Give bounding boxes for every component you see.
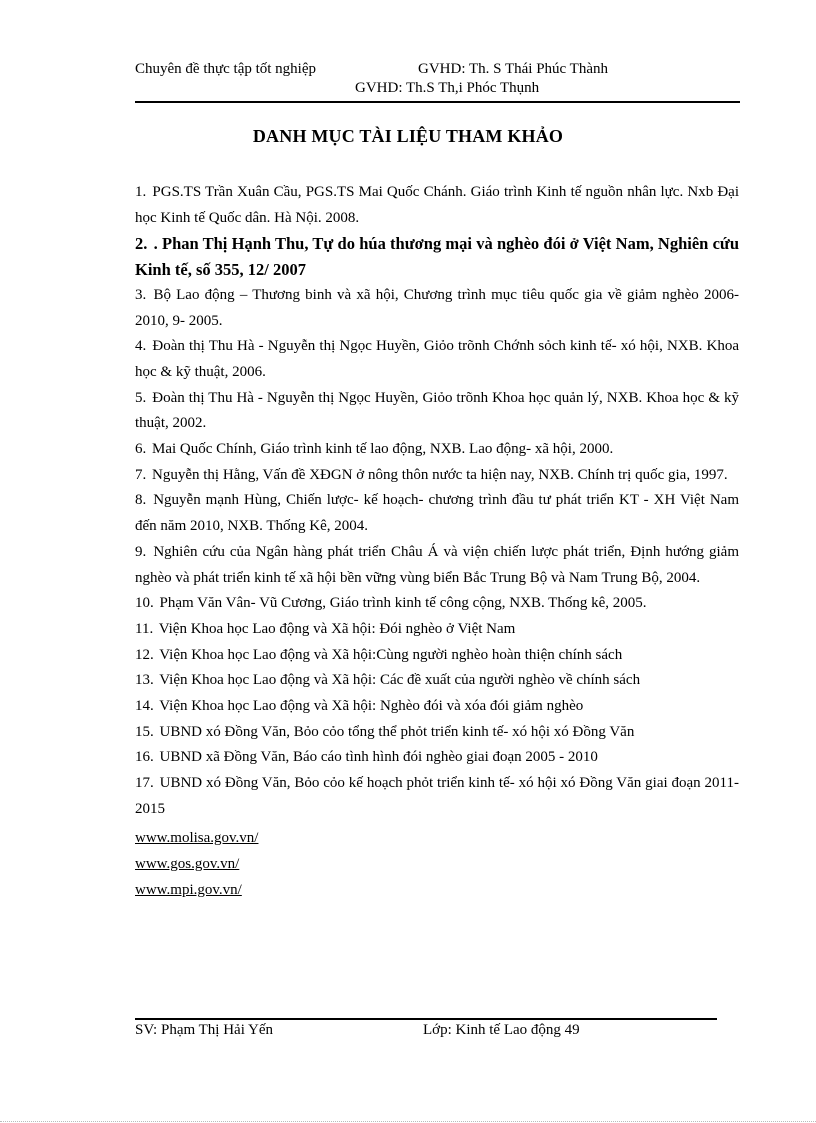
footer-divider (135, 1018, 717, 1020)
header-divider (135, 101, 740, 103)
reference-item (135, 231, 739, 282)
footer-student: SV: Phạm Thị Hải Yến (135, 1022, 274, 1038)
header-topic: Chuyên đề thực tập tốt nghiệp (135, 61, 317, 77)
reference-number: 4. (135, 338, 147, 355)
link-mpi[interactable]: www.mpi.gov.vn/ (135, 882, 242, 899)
reference-number: 1. (135, 184, 147, 200)
reference-item (135, 488, 739, 539)
reference-item (135, 771, 739, 822)
reference-number: 17. (135, 775, 154, 792)
reference-item (135, 720, 739, 746)
reference-number: 7. (135, 466, 147, 483)
reference-number: 11. (135, 620, 154, 637)
reference-number: 8. (135, 492, 147, 509)
reference-number: 13. (135, 672, 154, 689)
reference-number: 12. (135, 646, 154, 663)
reference-text: Mai Quốc Chính, Giáo trình kinh tế lao động, NXB. Lao động- xã hội, 2000. (152, 441, 614, 458)
reference-item (135, 668, 739, 694)
reference-number: 2. (135, 234, 148, 254)
header-row (135, 60, 740, 79)
reference-item (135, 591, 739, 617)
reference-text: Đoàn thị Thu Hà - Nguyễn thị Ngọc Huyền, Giỏo trõnh Khoa học quản lý, NXB. Khoa học & kỹ thuật, 2002. (135, 389, 739, 432)
reference-text: UBND xó Đồng Văn, Bỏo cỏo tổng thể phỏt triển kinh tế- xó hội xó Đồng Văn (159, 723, 635, 740)
reference-number: 16. (135, 749, 154, 766)
reference-list (135, 180, 739, 903)
reference-number: 5. (135, 389, 147, 406)
reference-item (135, 540, 739, 591)
header-advisor-2: GVHD: Th.S Th,i Phóc Thụnh (355, 80, 540, 96)
reference-text: Viện Khoa học Lao động và Xã hội: Đói nghèo ở Việt Nam (158, 620, 516, 637)
reference-item (135, 694, 739, 720)
link-molisa[interactable]: www.molisa.gov.vn/ (135, 829, 259, 846)
reference-item (135, 745, 739, 771)
reference-item (135, 617, 739, 643)
reference-number: 9. (135, 543, 147, 560)
reference-item (135, 180, 739, 231)
reference-item (135, 334, 739, 385)
reference-text: Nguyễn thị Hằng, Vấn đề XĐGN ở nông thôn nước ta hiện nay, NXB. Chính trị quốc gia, 1997. (152, 466, 728, 483)
reference-item (135, 463, 739, 489)
reference-number: 14. (135, 698, 154, 715)
page-header (135, 60, 740, 98)
reference-item (135, 643, 739, 669)
reference-text: Viện Khoa học Lao động và Xã hội:Cùng người nghèo hoàn thiện chính sách (159, 646, 623, 663)
reference-text: Phạm Văn Vân- Vũ Cương, Giáo trình kinh tế công cộng, NXB. Thống kê, 2005. (159, 595, 647, 612)
reference-text: Viện Khoa học Lao động và Xã hội: Nghèo đói và xóa đói giảm nghèo (159, 698, 584, 715)
website-links (135, 825, 739, 904)
reference-text: Bộ Lao động – Thương binh và xã hội, Chương trình mục tiêu quốc gia về giảm nghèo 2006- 2010, 9- 2005. (135, 286, 739, 329)
header-advisor-1: GVHD: Th. S Thái Phúc Thành (418, 61, 608, 77)
reference-number: 10. (135, 595, 154, 612)
reference-text: UBND xã Đồng Văn, Báo cáo tình hình đói nghèo giai đoạn 2005 - 2010 (159, 749, 598, 766)
reference-item (135, 283, 739, 334)
reference-number: 15. (135, 723, 154, 740)
reference-text: UBND xó Đồng Văn, Bỏo cỏo kế hoạch phỏt triển kinh tế- xó hội xó Đồng Văn giai đoạn 2011- 2015 (135, 775, 739, 817)
page-edge (0, 1121, 816, 1122)
reference-item (135, 386, 739, 437)
reference-text: Nguyễn mạnh Hùng, Chiến lược- kế hoạch- chương trình đầu tư phát triển KT - XH Việt Nam đến năm 2010, NXB. Thống Kê, 2004. (135, 492, 739, 535)
reference-item (135, 437, 739, 463)
page-footer (135, 1022, 735, 1039)
link-gos[interactable]: www.gos.gov.vn/ (135, 855, 240, 872)
reference-text: PGS.TS Trần Xuân Cầu, PGS.TS Mai Quốc Chánh. Giáo trình Kinh tế nguồn nhân lực. Nxb Đại học Kinh tế Quốc dân. Hà Nội. 2008. (135, 184, 739, 226)
footer-class: Lớp: Kinh tế Lao động 49 (423, 1022, 580, 1038)
reference-number: 3. (135, 286, 147, 303)
reference-text: Đoàn thị Thu Hà - Nguyễn thị Ngọc Huyền, Giỏo trõnh Chớnh sỏch kinh tế- xó hội, NXB. Khoa học & kỹ thuật, 2006. (135, 338, 740, 380)
reference-number: 6. (135, 441, 147, 458)
reference-text: Viện Khoa học Lao động và Xã hội: Các đề xuất của người nghèo về chính sách (159, 672, 641, 689)
reference-text: Nghiên cứu của Ngân hàng phát triển Châu Á và viện chiến lược phát triển, Định hướng giảm nghèo và phát triển kinh tế xã hội bền vững vùng biển Bắc Trung Bộ và Nam Trung Bộ, 2004. (135, 543, 740, 586)
page-title: DANH MỤC TÀI LIỆU THAM KHẢO (252, 126, 564, 146)
reference-text: . Phan Thị Hạnh Thu, Tự do húa thương mại và nghèo đói ở Việt Nam, Nghiên cứu Kinh tế, số 355, 12/ 2007 (135, 234, 739, 280)
